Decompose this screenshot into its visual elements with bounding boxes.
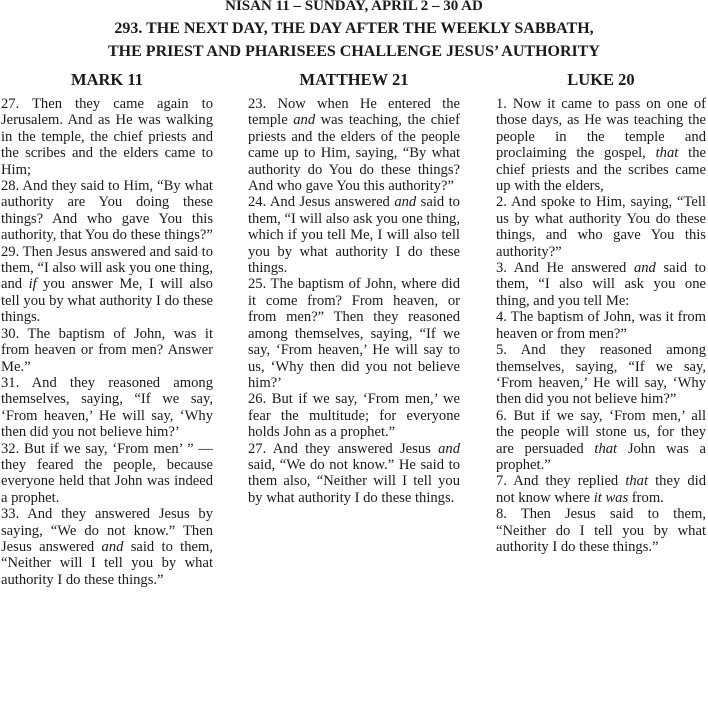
verse (248, 441, 460, 507)
title-line-1: 293. THE NEXT DAY, THE DAY AFTER THE WEEKLY SABBATH, (114, 20, 594, 37)
verse (496, 408, 706, 474)
column-heading: MATTHEW 21 (299, 70, 409, 89)
title-line-2: THE PRIEST AND PHARISEES CHALLENGE JESUS’ AUTHORITY (108, 43, 600, 60)
column-luke (496, 70, 706, 555)
verse-emphasis: if (28, 276, 37, 293)
verse (1, 326, 213, 375)
verse-text: 27. And they answered Jesus (248, 440, 439, 457)
verse-text: 28. And they said to Him, “By what authority are You doing these things? And who gave You this authority, that You do these things?” (1, 178, 213, 244)
verse (248, 96, 460, 194)
verse-text: 27. Then they came again to Jerusalem. And as He was walking in the temple, the chief priests and the scribes and the elders came to Him; (1, 96, 213, 178)
verse-text: you answer Me, I will also tell you by what authority I do these things. (1, 276, 213, 326)
verse-text: the chief priests and the scribes came up with the elders, (496, 145, 706, 195)
verse (1, 506, 213, 588)
verse-text: 7. And they replied (496, 473, 626, 490)
verse-emphasis: and (293, 112, 316, 129)
verse-list (248, 96, 460, 506)
verse-text: 3. And He answered (496, 260, 634, 277)
verse-text: 29. Then Jesus answered and said to them, “I also will ask you one thing, and (1, 243, 213, 293)
column-mark (1, 70, 213, 588)
verse-text: 23. Now when He entered the temple (248, 96, 460, 129)
verse-text: 31. And they reasoned among themselves, saying, “If we say, ‘From heaven,’ He will say, ‘Why then did you not believe him?’ (1, 374, 213, 441)
verse (1, 244, 213, 326)
verse (1, 178, 213, 244)
verse-emphasis: that (625, 473, 649, 490)
verse (1, 375, 213, 441)
verse-text: John was a prophet.” (496, 440, 706, 473)
verse-text: 26. But if we say, ‘From men,’ we fear the multitude; for everyone holds John as a prophet.” (248, 391, 460, 441)
verse (496, 506, 706, 555)
verse (496, 342, 706, 408)
verse-emphasis: and (101, 538, 124, 555)
verse-emphasis: that (655, 145, 679, 162)
verse (496, 194, 706, 260)
verse-text: said, “We do not know.” He said to them also, “Neither will I tell you by what authority I do these things. (248, 456, 460, 506)
column-heading: MARK 11 (71, 70, 143, 89)
verse-text: 33. And they answered Jesus by saying, “We do not know.” Then Jesus answered (1, 506, 213, 555)
verse-text: 6. But if we say, ‘From men,’ all the people will stone us, for they are persuaded (496, 407, 706, 457)
verse-emphasis: and (394, 194, 417, 211)
verse (496, 473, 706, 506)
verse-emphasis: and (633, 260, 656, 277)
verse-text: 30. The baptism of John, was it from heaven or from men? Answer Me.” (1, 325, 213, 375)
verse-text: from. (628, 489, 664, 506)
verse (248, 194, 460, 276)
verse (248, 276, 460, 391)
verse (248, 391, 460, 440)
verse-text: 1. Now it came to pass on one of those days, as He was teaching the people in the temple and proclaiming the gospel, (496, 96, 706, 162)
verse (496, 96, 706, 194)
verse-emphasis: that (594, 440, 618, 457)
date-line: NISAN 11 – SUNDAY, APRIL 2 – 30 AD (225, 0, 483, 14)
verse (1, 96, 213, 178)
verse-text: was teaching, the chief priests and the elders of the people came up to Him, saying, “By what authority do You do these things? And who gave You this authority?” (248, 112, 460, 195)
verse-text: 8. Then Jesus said to them, “Neither do I tell you by what authority I do these things.” (496, 506, 706, 555)
column-matthew (248, 70, 460, 506)
verse-text: they did not know where (496, 473, 706, 506)
verse-text: said to them, “Neither will I tell you by what authority I do these things.” (1, 538, 213, 588)
verse-text: said to them, “I also will ask you one thing, and you tell Me: (496, 260, 706, 309)
verse-emphasis: and (438, 440, 460, 457)
page-header (0, 0, 708, 61)
verse-text: 2. And spoke to Him, saying, “Tell us by what authority You do these things, and who gave You this authority?” (496, 194, 706, 260)
column-heading: LUKE 20 (567, 70, 635, 89)
verse-text: 32. But if we say, ‘From men’ ” —they feared the people, because everyone held that John was indeed a prophet. (1, 440, 213, 506)
verse-text: said to them, “I will also ask you one thing, which if you tell Me, I will also tell you by what authority I do these things. (248, 194, 460, 277)
verse (1, 441, 213, 507)
verse (496, 309, 706, 342)
verse-text: 24. And Jesus answered (248, 194, 395, 211)
verse-list (1, 96, 213, 588)
verse-text: 25. The baptism of John, where did it come from? From heaven, or from men?” Then they reasoned among themselves, saying, “If we say, ‘From heaven,’ He will say to us, ‘Why then did you not believe him?’ (248, 276, 460, 391)
verse-list (496, 96, 706, 555)
verse-emphasis: it was (593, 489, 629, 506)
verse-text: 4. The baptism of John, was it from heaven or from men?” (496, 309, 706, 342)
verse (496, 260, 706, 309)
verse-text: 5. And they reasoned among themselves, saying, “If we say, ‘From heaven,’ He will say, ‘Why then did you not believe him?” (496, 342, 706, 408)
